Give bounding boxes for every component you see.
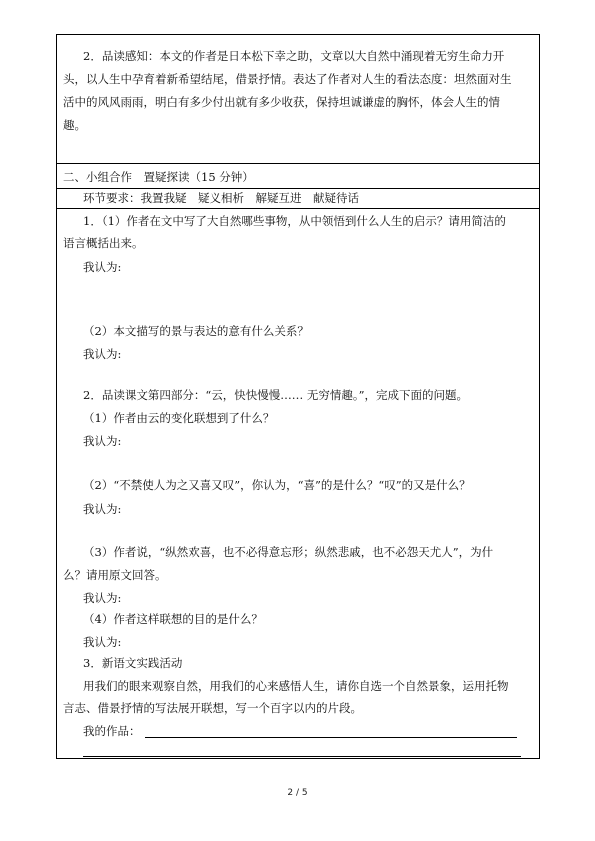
work-answer-line-2[interactable] [83, 756, 521, 757]
divider [57, 163, 539, 164]
q2-line1: 2．品读课文第四部分：“云，快快慢慢…… 无穷情趣。”，完成下面的问题。 [83, 388, 468, 402]
q1-answer2-label: 我认为: [83, 347, 122, 361]
q1-answer1-label: 我认为: [83, 260, 122, 274]
worksheet-table [56, 34, 540, 759]
q2-answer2-label: 我认为: [83, 502, 122, 516]
divider [57, 208, 539, 209]
q3-line1: 用我们的眼来观察自然，用我们的心来感悟人生，请你自选一个自然景象，运用托物 [83, 679, 509, 693]
q2-sub2: （2）“不禁使人为之又喜又叹”，你认为，“喜”的是什么？“叹”的又是什么？ [83, 478, 471, 492]
section1-cell [57, 35, 539, 163]
q3-work-label: 我的作品： [83, 724, 141, 738]
q1-line1: 1．（1）作者在文中写了大自然哪些事物，从中领悟到什么人生的启示？请用简洁的 [83, 214, 506, 228]
item2-line1: 2．品读感知：本文的作者是日本松下幸之助，文章以大自然中涌现着无穷生命力开 [83, 49, 505, 63]
section2-requirements: 环节要求：我置我疑 疑义相析 解疑互进 献疑待话 [83, 191, 359, 205]
q3-title: 3．新语文实践活动 [83, 656, 183, 670]
q2-sub3-line1: （3）作者说，“纵然欢喜，也不必得意忘形；纵然悲戚，也不必怨天尤人”，为什 [83, 545, 494, 559]
q2-sub3-line2: 么？请用原文回答。 [63, 568, 167, 582]
section2-title: 二、小组合作 置疑探读（15 分钟） [63, 170, 254, 184]
q1-sub2: （2）本文描写的景与表达的意有什么关系？ [83, 324, 309, 338]
q2-answer3-label: 我认为: [83, 591, 122, 605]
work-answer-line-1[interactable] [145, 737, 517, 738]
item2-line2: 头，以人生中孕育着新希望结尾，借景抒情。表达了作者对人生的看法态度：坦然面对生 [63, 72, 512, 86]
divider [57, 188, 539, 189]
item2-line3: 活中的风风雨雨，明白有多少付出就有多少收获，保持坦诚谦虚的胸怀，体会人生的情 [63, 95, 500, 109]
item2-line4: 趣。 [63, 118, 86, 132]
q3-line2: 言志、借景抒情的写法展开联想，写一个百字以内的片段。 [63, 701, 362, 715]
q2-sub4: （4）作者这样联想的目的是什么？ [83, 612, 263, 626]
q2-sub1: （1）作者由云的变化联想到了什么？ [83, 411, 275, 425]
q2-answer4-label: 我认为: [83, 635, 122, 649]
page-number: 2 / 5 [287, 788, 308, 798]
q1-line2: 语言概括出来。 [63, 236, 144, 250]
q2-answer1-label: 我认为: [83, 434, 122, 448]
